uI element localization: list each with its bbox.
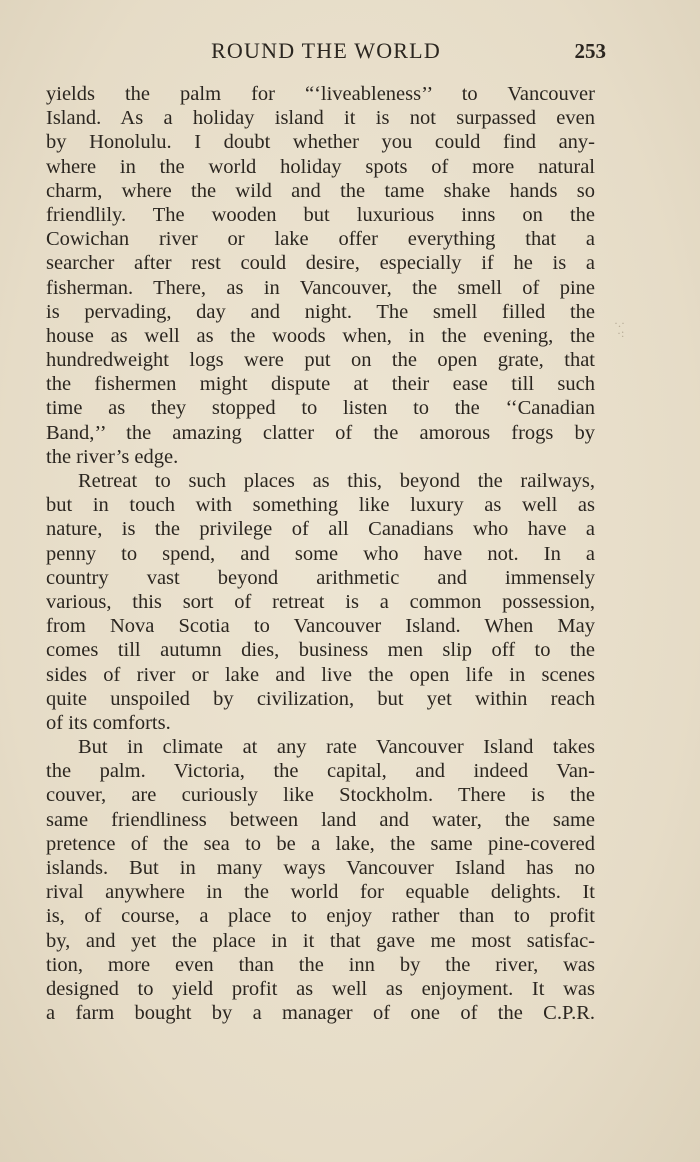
text-line: the fishermen might dispute at their ease till such xyxy=(46,373,595,396)
text-line: Band,’’ the amazing clatter of the amorous frogs by xyxy=(46,421,595,444)
paragraph-2 xyxy=(46,469,595,735)
text-line: comes till autumn dies, business men slip off to the xyxy=(46,639,595,662)
text-line: hundredweight logs were put on the open grate, that xyxy=(46,349,595,372)
text-line: yields the palm for “‘liveableness’’ to Vancouver xyxy=(46,83,595,105)
text-line: friendlily. The wooden but luxurious inns on the xyxy=(46,203,595,226)
text-line: various, this sort of retreat is a common possession, xyxy=(46,590,595,613)
text-line: islands. But in many ways Vancouver Island has no xyxy=(46,857,595,879)
text-line: charm, where the wild and the tame shake hands so xyxy=(46,179,595,202)
paragraph-1 xyxy=(46,82,595,469)
text-line: rival anywhere in the world for equable delights. It xyxy=(46,881,595,904)
running-title: ROUND THE WORLD xyxy=(211,38,441,63)
text-line: from Nova Scotia to Vancouver Island. When May xyxy=(46,615,595,638)
text-line: the palm. Victoria, the capital, and indeed Van- xyxy=(46,760,595,783)
text-line: fisherman. There, as in Vancouver, the smell of pine xyxy=(46,276,595,299)
text-line: where in the world holiday spots of more natural xyxy=(46,155,595,178)
text-line: pretence of the sea to be a lake, the same pine-covered xyxy=(46,832,595,855)
margin-smudge: ·.· ·: xyxy=(614,316,625,340)
text-line: by Honolulu. I doubt whether you could find any- xyxy=(46,131,595,154)
text-line: is pervading, day and night. The smell filled the xyxy=(46,300,595,323)
text-line: Retreat to such places as this, beyond the railways, xyxy=(78,470,595,492)
body-text xyxy=(46,82,595,1025)
text-line: searcher after rest could desire, especially if he is a xyxy=(46,252,595,275)
text-line: same friendliness between land and water, the same xyxy=(46,808,595,831)
text-line: penny to spend, and some who have not. In a xyxy=(46,542,595,565)
text-line: but in touch with something like luxury as well as xyxy=(46,494,595,517)
text-line: designed to yield profit as well as enjoyment. It was xyxy=(46,977,595,1000)
text-line: tion, more even than the inn by the river, was xyxy=(46,953,595,976)
text-line: sides of river or lake and live the open life in scenes xyxy=(46,663,595,686)
text-line: quite unspoiled by civilization, but yet within reach xyxy=(46,687,595,710)
text-line: couver, are curiously like Stockholm. There is the xyxy=(46,784,595,807)
page-number: 253 xyxy=(574,39,606,63)
text-line: country vast beyond arithmetic and immensely xyxy=(46,566,595,589)
text-line: the river’s edge. xyxy=(46,445,179,468)
text-line: of its comforts. xyxy=(46,711,171,734)
text-line: by, and yet the place in it that gave me most satisfac- xyxy=(46,929,595,952)
text-line: time as they stopped to listen to the ‘‘Canadian xyxy=(46,397,595,420)
text-line: nature, is the privilege of all Canadians who have a xyxy=(46,518,595,541)
text-line: Island. As a holiday island it is not surpassed even xyxy=(46,107,595,130)
text-line: is, of course, a place to enjoy rather than to profit xyxy=(46,905,595,928)
text-line: Cowichan river or lake offer everything that a xyxy=(46,228,595,251)
paragraph-3 xyxy=(46,735,595,1025)
text-line: house as well as the woods when, in the evening, the xyxy=(46,324,595,347)
running-head xyxy=(46,36,606,66)
text-line: But in climate at any rate Vancouver Island takes xyxy=(78,736,595,759)
text-line: a farm bought by a manager of one of the C.P.R. xyxy=(46,1002,595,1025)
